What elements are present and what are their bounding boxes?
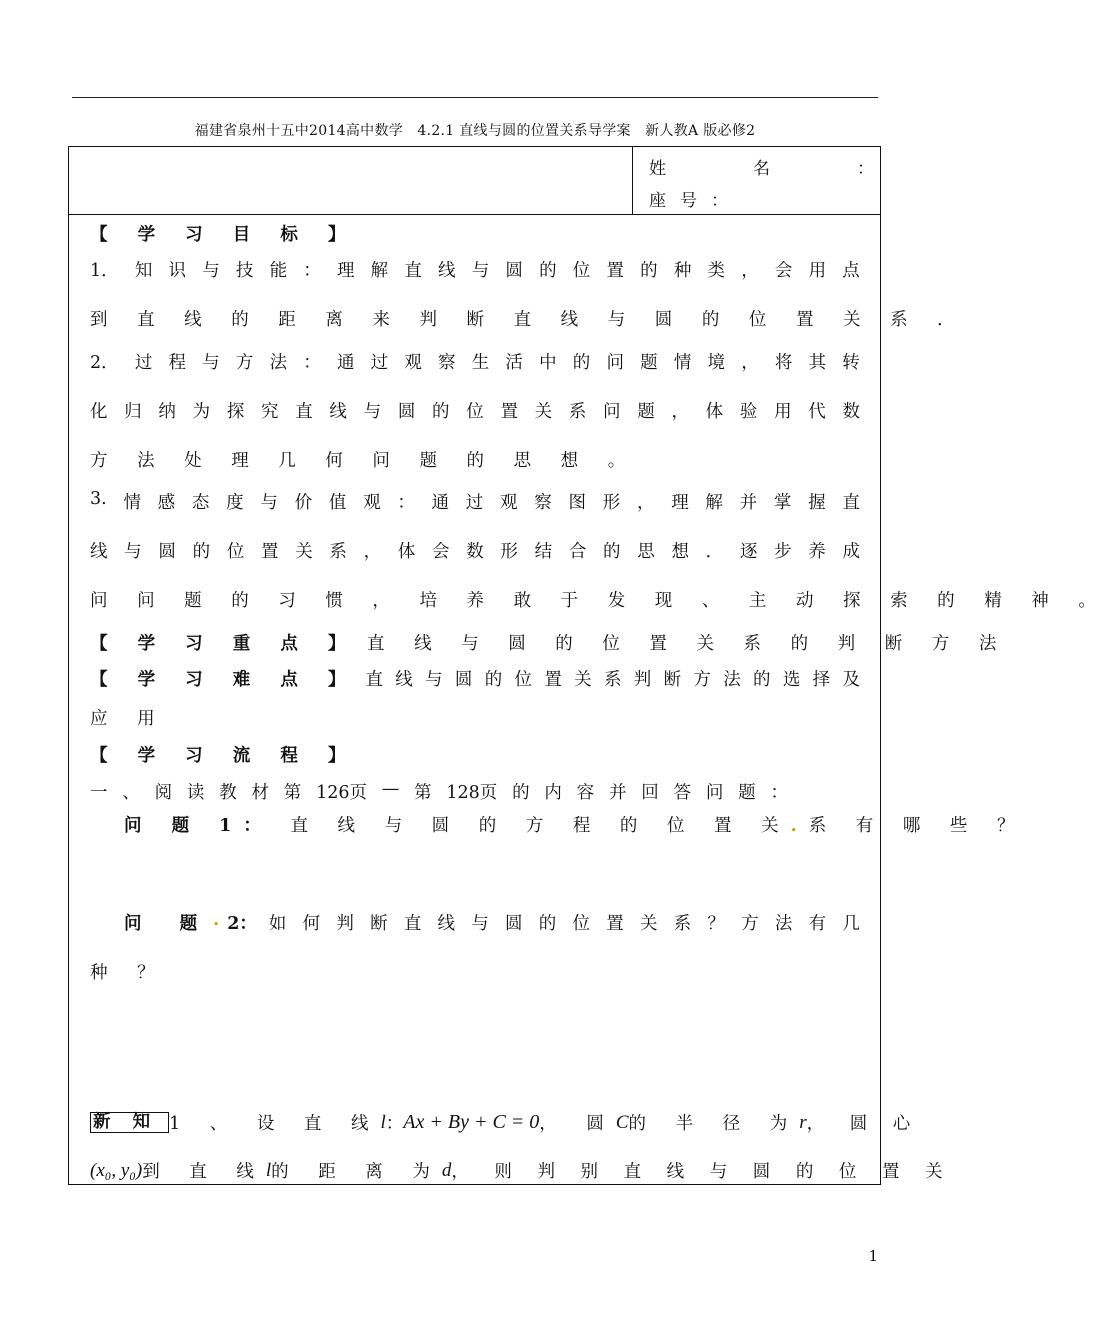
text-glyph: 与 — [202, 261, 220, 281]
text-glyph: 与 — [202, 353, 220, 373]
text-glyph: 判 — [633, 670, 652, 690]
seat-field-label: 座号： — [649, 191, 742, 211]
text-glyph: 题 — [640, 353, 658, 373]
new-knowledge-tag: 新 知 — [90, 1112, 169, 1133]
text-glyph: 方 — [741, 914, 759, 934]
text-glyph: 的 — [192, 542, 211, 562]
objective-3-line-1 — [90, 489, 860, 514]
difficulty-line-2: 应 用 — [90, 709, 167, 729]
text-glyph: 如 — [268, 914, 287, 934]
text-glyph: 掌 — [773, 493, 792, 513]
question-1 — [124, 812, 1027, 837]
text-glyph: ， — [636, 493, 655, 513]
text-glyph: 图 — [568, 493, 586, 513]
text-glyph: 及 — [842, 670, 860, 690]
text-glyph: 合 — [568, 542, 587, 562]
text-glyph: 内 — [544, 783, 562, 803]
question-1-label: 问 题 1： — [124, 816, 273, 836]
text-glyph: 点 — [842, 261, 860, 281]
key-point-line — [90, 630, 1009, 655]
text-glyph: 想 — [671, 542, 689, 562]
text-glyph: ， — [363, 542, 382, 562]
text-glyph: 体 — [705, 402, 724, 422]
objective-3-line-3: 问 问 题 的 习 惯 ， 培 养 敢 于 发 现 、 主 动 探 索 的 精 神 。 — [90, 591, 1108, 611]
text-glyph: 与 — [425, 670, 443, 690]
text-glyph: ， — [741, 261, 759, 281]
text-glyph: 答 — [673, 783, 692, 803]
text-glyph: 系 — [329, 542, 347, 562]
text-glyph: 材 — [251, 783, 269, 803]
text-glyph: 值 — [328, 493, 347, 513]
text-glyph: 价 — [294, 493, 313, 513]
text-glyph: 位 — [572, 914, 590, 934]
text-glyph: 体 — [397, 542, 416, 562]
text-glyph: 断 — [370, 914, 388, 934]
text-glyph: 法 — [723, 670, 741, 690]
text-glyph: 探 — [226, 402, 245, 422]
text-glyph: 的 — [484, 670, 503, 690]
question-2-label-b: 2： — [227, 914, 257, 934]
text-glyph: 解 — [370, 261, 389, 281]
text-glyph: 线 — [90, 542, 108, 562]
text-glyph: 系 — [673, 914, 692, 934]
text-glyph: 的 — [538, 914, 557, 934]
question-2-line-1 — [124, 910, 860, 935]
text-glyph: 情 — [673, 353, 692, 373]
text-glyph: 化 — [90, 402, 108, 422]
text-glyph: 置 — [606, 914, 624, 934]
text-glyph: 并 — [608, 783, 627, 803]
text-glyph: 感 — [157, 493, 176, 513]
text-glyph: 的 — [603, 542, 621, 562]
text-glyph: 阅 — [154, 783, 173, 803]
text-glyph: 类 — [707, 261, 726, 281]
text-glyph: 能 — [269, 261, 288, 281]
text-glyph: 与 — [363, 402, 382, 422]
line-symbol-2: l — [265, 1159, 272, 1181]
text-glyph: 系 — [603, 670, 622, 690]
text-glyph: 置 — [606, 261, 624, 281]
text-glyph: 回 — [641, 783, 659, 803]
text-glyph: 数 — [466, 542, 484, 562]
text-glyph: 情 — [123, 493, 141, 513]
text-glyph: 第 — [414, 783, 432, 803]
text-glyph: ： — [303, 353, 321, 373]
text-glyph: ： — [397, 493, 415, 513]
text-glyph: 问 — [705, 783, 724, 803]
objective-2-line-1 — [90, 349, 860, 374]
text-glyph: — — [381, 779, 400, 799]
text-glyph: 直 — [842, 493, 860, 513]
question-2-dot: . — [213, 910, 220, 930]
text-glyph: 教 — [219, 783, 237, 803]
text-glyph: 识 — [168, 261, 187, 281]
text-glyph: 通 — [431, 493, 450, 513]
text-glyph: 3. — [90, 489, 107, 509]
text-glyph: 观 — [500, 493, 518, 513]
text-glyph: 用 — [808, 261, 827, 281]
text-glyph: 的 — [432, 402, 450, 422]
process-heading: 【 学 习 流 程 】 — [90, 746, 358, 766]
text-glyph: 活 — [505, 353, 523, 373]
text-glyph: 步 — [774, 542, 792, 562]
objectives-heading: 【 学 习 目 标 】 — [90, 225, 358, 245]
question-1-text-a: 直 线 与 圆 的 方 程 的 位 置 关 — [290, 816, 791, 836]
question-1-text-b: 系 有 哪 些 ？ — [808, 816, 1027, 836]
text-glyph: 究 — [261, 402, 279, 422]
text-glyph: 方 — [693, 670, 711, 690]
question-2-line-2: 种 ？ — [90, 963, 167, 983]
text-glyph: 圆 — [397, 402, 416, 422]
text-glyph: 线 — [329, 402, 347, 422]
difficulty-line-1 — [90, 666, 860, 691]
text-glyph: 置 — [261, 542, 279, 562]
text-glyph: 线 — [438, 261, 456, 281]
text-glyph: 圆 — [454, 670, 473, 690]
text-glyph: 过 — [134, 353, 153, 373]
key-point-text: 直 线 与 圆 的 位 置 关 系 的 判 断 方 法 — [367, 634, 1009, 654]
text-glyph: 中 — [539, 353, 557, 373]
text-glyph: 验 — [739, 402, 758, 422]
text-glyph: 解 — [705, 493, 723, 513]
text-glyph: 观 — [404, 353, 422, 373]
text-glyph: 直 — [404, 261, 422, 281]
process-step-1 — [90, 779, 788, 804]
text-glyph: 一 — [90, 783, 108, 803]
text-glyph: 关 — [639, 914, 658, 934]
text-glyph: ： — [303, 261, 321, 281]
text-glyph: 读 — [186, 783, 205, 803]
text-glyph: 与 — [471, 261, 490, 281]
header-divider — [632, 147, 633, 214]
text-glyph: 圆 — [505, 261, 523, 281]
text-glyph: 形 — [602, 493, 621, 513]
text-glyph: 置 — [500, 402, 518, 422]
text-glyph: 直 — [403, 914, 422, 934]
text-glyph: 过 — [465, 493, 484, 513]
text-glyph: 位 — [466, 402, 484, 422]
text-glyph: 关 — [534, 402, 553, 422]
line-symbol: l — [380, 1111, 386, 1133]
radius-symbol: r — [799, 1111, 807, 1133]
line-equation: Ax + By + C = 0 — [403, 1111, 540, 1133]
text-glyph: 的 — [640, 261, 658, 281]
page-number: 1 — [868, 1247, 878, 1265]
text-glyph: ？ — [707, 914, 725, 934]
text-glyph: 线 — [395, 670, 413, 690]
question-2-label-a: 问 题 — [124, 914, 214, 934]
new-knowledge-intro: 1 、 设 直 线 — [169, 1114, 381, 1134]
text-glyph: 位 — [226, 542, 245, 562]
text-glyph: ， — [671, 402, 689, 422]
text-glyph: 思 — [637, 542, 655, 562]
text-glyph: ， — [741, 353, 759, 373]
text-glyph: 、 — [122, 783, 140, 803]
difficulty-text — [365, 666, 860, 691]
text-glyph: 生 — [471, 353, 490, 373]
text-glyph: 的 — [753, 670, 771, 690]
text-glyph: 的 — [572, 353, 591, 373]
text-glyph: 圆 — [505, 914, 523, 934]
text-glyph: 将 — [774, 353, 793, 373]
name-field-label: 姓 名 ： — [649, 159, 874, 179]
text-glyph: 线 — [437, 914, 456, 934]
text-glyph: 何 — [302, 914, 321, 934]
text-glyph: 2． — [90, 353, 119, 373]
text-glyph: 成 — [842, 542, 860, 562]
text-glyph: 察 — [534, 493, 552, 513]
text-glyph: 第 — [283, 783, 302, 803]
text-glyph: ： — [770, 783, 788, 803]
text-glyph: 会 — [432, 542, 450, 562]
text-glyph: 结 — [534, 542, 553, 562]
text-glyph: 系 — [568, 402, 587, 422]
text-glyph: 直 — [295, 402, 313, 422]
text-glyph: 知 — [134, 261, 153, 281]
text-glyph: 的 — [539, 261, 557, 281]
distance-symbol: d — [441, 1159, 452, 1181]
objective-1-line-1 — [90, 257, 860, 282]
objective-2-line-3: 方 法 处 理 几 何 问 题 的 思 想 。 — [90, 451, 638, 471]
text-glyph: 1． — [90, 261, 119, 281]
text-glyph: 题 — [738, 783, 756, 803]
top-rule — [72, 97, 878, 98]
text-glyph: 技 — [235, 261, 254, 281]
text-glyph: 位 — [572, 261, 591, 281]
text-glyph: 态 — [191, 493, 210, 513]
text-glyph: 理 — [671, 493, 689, 513]
text-glyph: 题 — [637, 402, 655, 422]
text-glyph: 直 — [365, 670, 383, 690]
text-glyph: 察 — [438, 353, 456, 373]
text-glyph: 境 — [707, 353, 726, 373]
text-glyph: 与 — [260, 493, 278, 513]
objective-3-line-2 — [90, 538, 860, 563]
text-glyph: 法 — [269, 353, 288, 373]
text-glyph: 理 — [336, 261, 355, 281]
text-glyph: 归 — [124, 402, 142, 422]
text-glyph: 用 — [774, 402, 792, 422]
text-glyph: 有 — [808, 914, 827, 934]
key-point-label: 【 学 习 重 点 】 — [90, 634, 358, 654]
text-glyph: 纳 — [158, 402, 176, 422]
text-glyph: 问 — [603, 402, 621, 422]
objective-2-line-2 — [90, 398, 860, 423]
objective-1-line-2: 到 直 线 的 距 离 来 判 断 直 线 与 圆 的 位 置 关 系 ． — [90, 310, 967, 330]
text-glyph: 形 — [500, 542, 518, 562]
center-point: (x₀, y₀) — [90, 1159, 143, 1181]
text-glyph: 养 — [808, 542, 826, 562]
text-glyph: 关 — [574, 670, 592, 690]
new-knowledge-line-1: 新 知 1 、 设 直 线 l ： Ax + By + C = 0 ， 圆 C 的 半 径 为 r ， 圆 心 — [90, 1110, 860, 1135]
document-title: 福建省泉州十五中2014高中数学 4.2.1 直线与圆的位置关系导学案 新人教A 版必修2 — [194, 123, 756, 139]
text-glyph: 的 — [512, 783, 530, 803]
text-glyph: 与 — [124, 542, 142, 562]
difficulty-label: 【 学 习 难 点 】 — [90, 670, 358, 690]
text-glyph: 置 — [544, 670, 562, 690]
question-1-dot: . — [790, 816, 809, 836]
text-glyph: 选 — [782, 670, 801, 690]
text-glyph: 程 — [168, 353, 187, 373]
text-glyph: 判 — [336, 914, 354, 934]
text-glyph: 容 — [576, 783, 595, 803]
text-glyph: 数 — [842, 402, 860, 422]
text-glyph: 与 — [471, 914, 489, 934]
text-glyph: 度 — [226, 493, 244, 513]
text-glyph: 为 — [192, 402, 211, 422]
text-glyph: 关 — [295, 542, 313, 562]
text-glyph: 过 — [370, 353, 389, 373]
text-glyph: 逐 — [739, 542, 758, 562]
text-glyph: 其 — [808, 353, 827, 373]
text-glyph: 观 — [363, 493, 381, 513]
text-glyph: 并 — [739, 493, 758, 513]
text-glyph: 转 — [842, 353, 860, 373]
question-2-text — [269, 910, 860, 935]
text-glyph: 128页 — [446, 783, 498, 803]
text-glyph: 方 — [235, 353, 254, 373]
new-knowledge-line-2: (x₀, y₀) 到 直 线 l 的 距 离 为 d ， 则 判 别 直 线 与 圆 的 位 置 关 — [90, 1159, 953, 1182]
text-glyph: 握 — [808, 493, 826, 513]
text-glyph: 几 — [842, 914, 860, 934]
text-glyph: ． — [705, 542, 724, 562]
text-glyph: 择 — [812, 670, 831, 690]
text-glyph: 问 — [606, 353, 624, 373]
text-glyph: 圆 — [158, 542, 176, 562]
text-glyph: 代 — [808, 402, 826, 422]
text-glyph: 会 — [774, 261, 793, 281]
text-glyph: 通 — [336, 353, 355, 373]
text-glyph: 126页 — [316, 783, 367, 803]
text-glyph: 断 — [663, 670, 682, 690]
text-glyph: 位 — [514, 670, 533, 690]
text-glyph: 法 — [774, 914, 793, 934]
circle-symbol: C — [615, 1111, 629, 1133]
text-glyph: 种 — [673, 261, 692, 281]
